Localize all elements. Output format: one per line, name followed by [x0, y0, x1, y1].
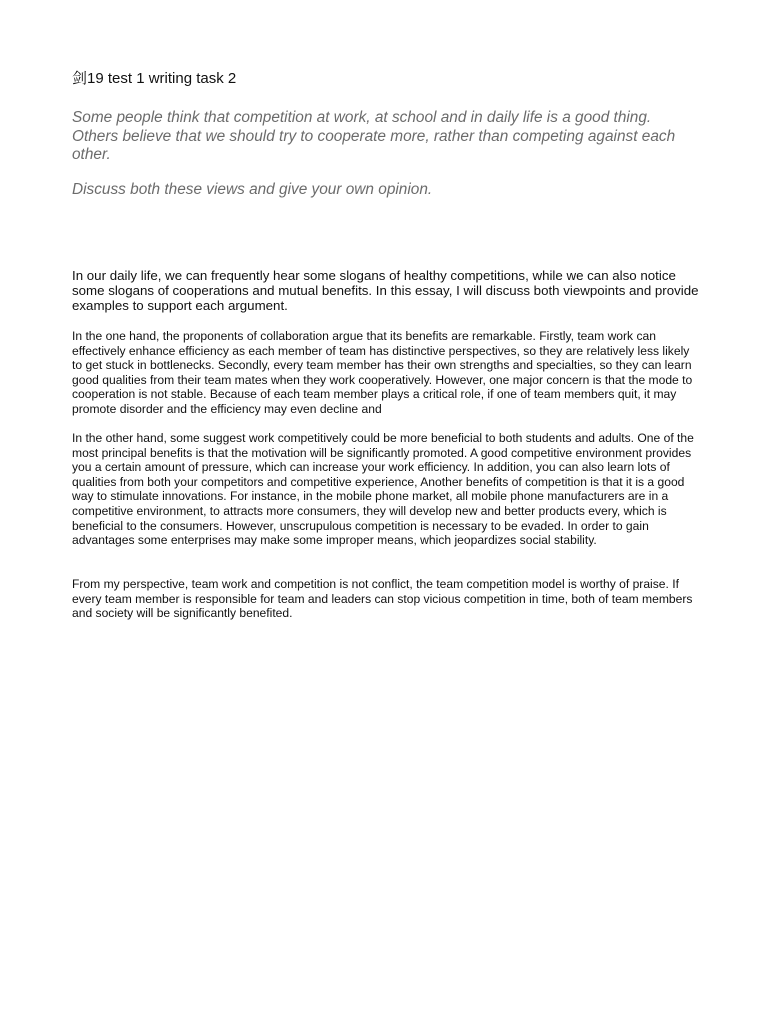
task-heading: 剑19 test 1 writing task 2 [72, 70, 237, 87]
prompt-instruction: Discuss both these views and give your own opinion. [72, 181, 433, 198]
essay-conclusion: From my perspective, team work and competition is not conflict, the team competition model is worthy of praise. If every team member is responsible for team and leaders can stop vicious competition in time, both of team members and society will be significantly benefited. [72, 577, 693, 621]
essay-introduction: In our daily life, we can frequently hear some slogans of healthy competitions, while we can also notice some slogans of cooperations and mutual benefits. In this essay, I will discuss both viewpoints and provide examples to support each argument. [72, 268, 699, 313]
essay-paragraph-cooperation: In the one hand, the proponents of collaboration argue that its benefits are remarkable. Firstly, team work can effectively enhance efficiency as each member of team has distinctive perspectives, so they are relatively less likely to get stuck in bottlenecks. Secondly, every team member has their own strengths and specialties, so they can learn good qualities from their team mates when they work cooperatively. However, one major concern is that the mode to cooperation is not stable. Because of each team member plays a critical role, if one of team members quit, it may promote disorder and the efficiency may even decline and [72, 329, 693, 416]
essay-paragraph-competition: In the other hand, some suggest work competitively could be more beneficial to both students and adults. One of the most principal benefits is that the motivation will be significantly promoted. A good competitive environment provides you a certain amount of pressure, which can increase your work efficiency. In addition, you can also learn lots of qualities from both your competitors and competitive experience, Another benefits of competition is that it is a good way to stimulate innovations. For instance, in the mobile phone market, all mobile phone manufacturers are in a competitive environment, to attracts more consumers, they will develop new and better products every, which is beneficial to the consumers. However, unscrupulous competition is necessary to be evaded. In order to gain advantages some enterprises may make some improper means, which jeopardizes social stability. [72, 431, 694, 548]
prompt-statement: Some people think that competition at work, at school and in daily life is a good thing. Others believe that we should try to cooperate more, rather than competing against each other. [72, 109, 676, 163]
